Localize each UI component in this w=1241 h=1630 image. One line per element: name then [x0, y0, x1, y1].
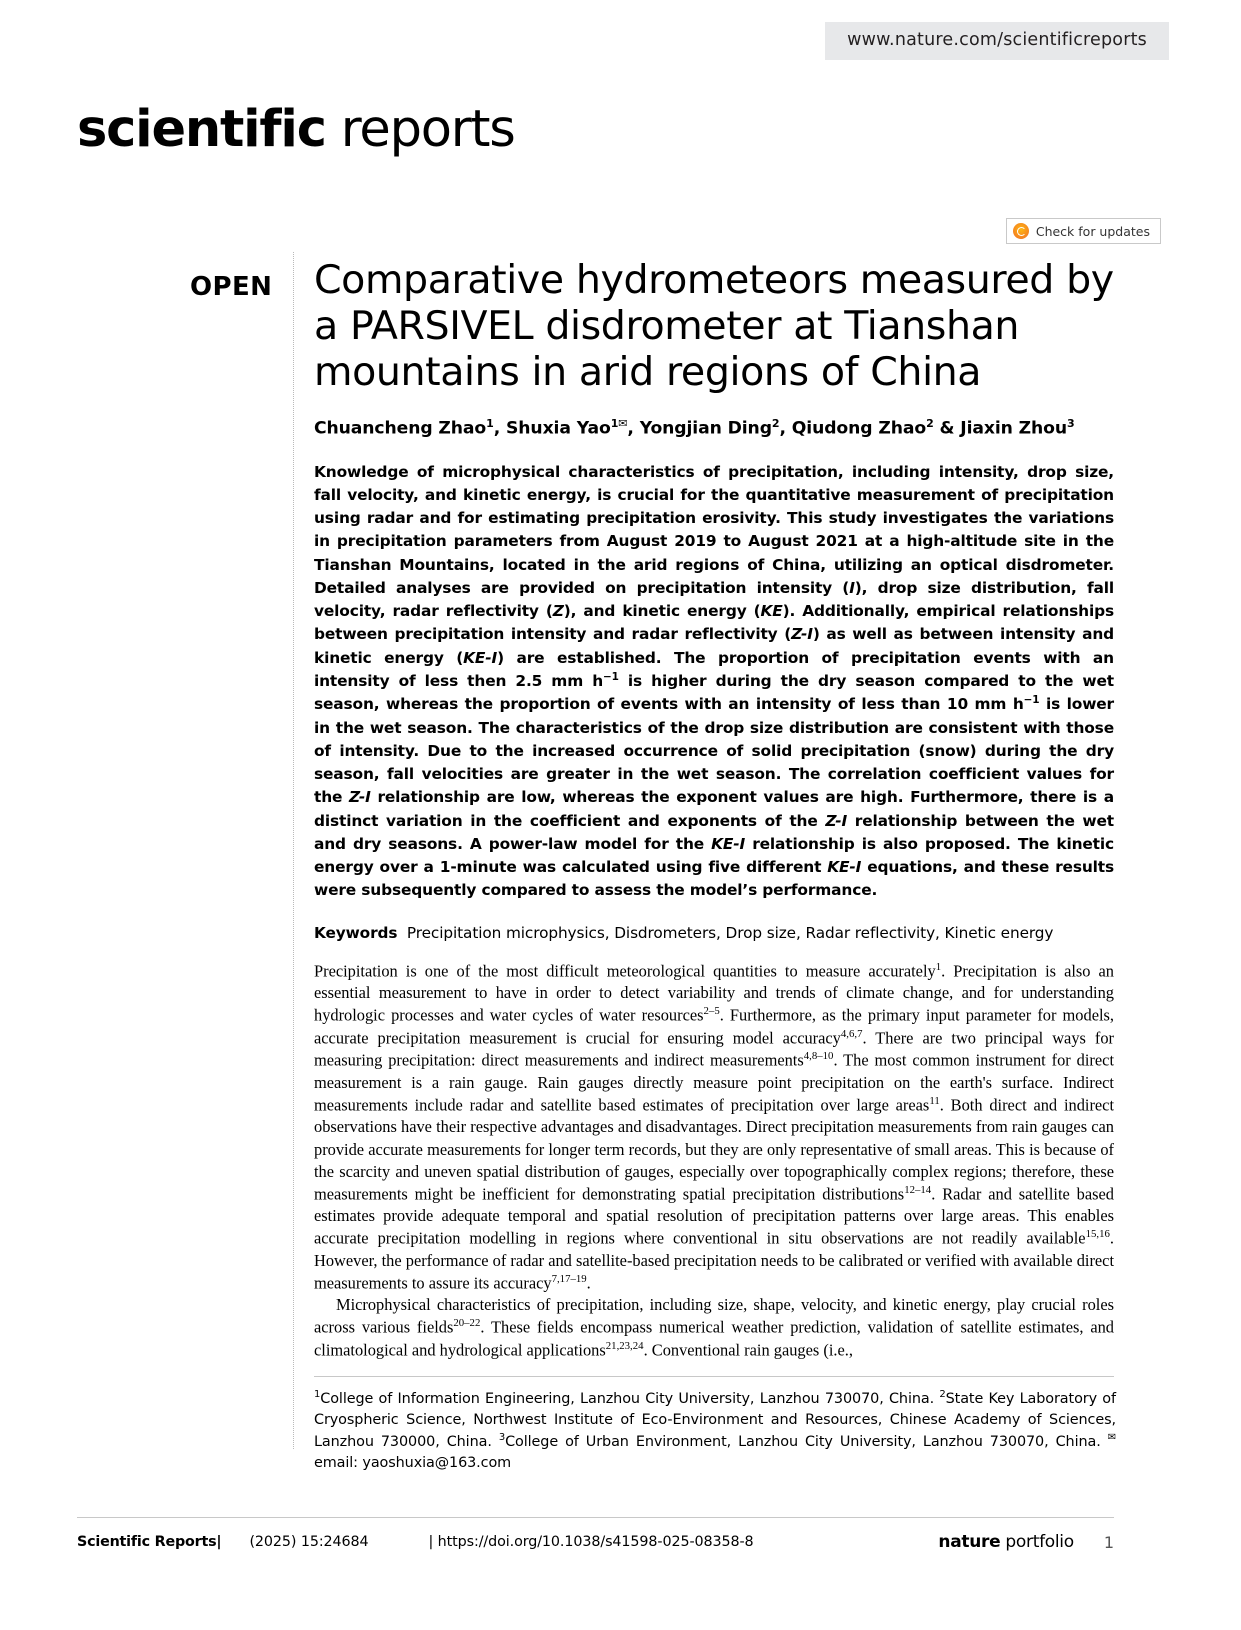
keywords-label: Keywords: [314, 923, 398, 942]
publisher-brand: [938, 1532, 1073, 1552]
page-footer: [77, 1527, 1114, 1557]
footnote-divider: [314, 1376, 1114, 1377]
footer-volume: (2025) 15:24684: [249, 1534, 369, 1550]
journal-logo-light: reports: [325, 100, 515, 159]
publisher-brand-bold: nature: [938, 1532, 1001, 1552]
keywords-text: Precipitation microphysics, Disdrometers, Drop size, Radar reflectivity, Kinetic energy: [406, 923, 1054, 942]
footer-journal-name: Scientific Reports|: [77, 1534, 222, 1550]
body-paragraph-2: Microphysical characteristics of precipitation, including size, shape, velocity, and kinetic energy, play crucial roles across various fields$^{20-22}$. These fields encompass numerical weather prediction, validation of satellite estimates, and climatological and hydrological applications$^{21,23,24}$. Conventional rain gauges (i.e.,: [314, 1295, 1114, 1360]
crossmark-icon: [1013, 223, 1029, 239]
page-title: Comparative hydrometeors measured by a PARSIVEL disdrometer at Tianshan mountains in arid regions of China: [314, 257, 1114, 395]
body-paragraph-1: Precipitation is one of the most difficult meteorological quantities to measure accurately$^1$. Precipitation is also an essential measurement to have in order to detect variability and trends of climate change, and for understanding hydrologic processes and water cycles of water resources$^{2-5}$. Furthermore, as the primary input parameter for models, accurate precipitation measurement is crucial for ensuring model accuracy$^{4,6,7}$. There are two principal ways for measuring precipitation: direct measurements and indirect measurements$^{4,8-10}$. The most common instrument for direct measurement is a rain gauge. Rain gauges directly measure point precipitation on the earth's surface. Indirect measurements include radar and satellite based estimates of precipitation over large areas$^{11}$. Both direct and indirect observations have their respective advantages and disadvantages. Direct precipitation measurements from rain gauges can provide accurate measurements for longer term records, but they are only representative of small areas. This is because of the scarcity and uneven spatial distribution of gauges, especially over topographically complex regions; therefore, these measurements might be inefficient for demonstrating spatial precipitation distributions$^{12-14}$. Radar and satellite based estimates provide adequate temporal and spatial resolution of precipitation patterns over large areas. This enables accurate precipitation modelling in regions where conventional in situ observations are not readily available$^{15,16}$. However, the performance of radar and satellite-based precipitation needs to be calibrated or verified with available direct measurements to assure its accuracy$^{7,17-19}$.: [314, 960, 1115, 1293]
journal-logo: [77, 100, 515, 159]
keywords: [314, 922, 1114, 944]
article-content: [314, 258, 1114, 1362]
journal-url: www.nature.com/scientificreports: [825, 22, 1169, 60]
check-for-updates-badge[interactable]: [1006, 218, 1161, 244]
affiliations: $^1$College of Information Engineering, Lanzhou City University, Lanzhou 730070, China. $^2$State Key Laboratory of Cryospheric Science, Northwest Institute of Eco-Environment and Resources, Chinese Academy of Sciences, Lanzhou 730000, China. $^3$College of Urban Environment, Lanzhou City University, Lanzhou 730070, China. ✉email: yaoshuxia@163.com: [314, 1389, 1116, 1471]
footer-doi[interactable]: | https://doi.org/10.1038/s41598-025-08358-8: [428, 1534, 754, 1550]
publisher-brand-light: portfolio: [1000, 1532, 1074, 1552]
abstract: Knowledge of microphysical characteristics of precipitation, including intensity, drop size, fall velocity, and kinetic energy, is crucial for the quantitative measurement of precipitation using radar and for estimating precipitation erosivity. This study investigates the variations in precipitation parameters from August 2019 to August 2021 at a high-altitude site in the Tianshan Mountains, located in the arid regions of China, utilizing an optical disdrometer. Detailed analyses are provided on precipitation intensity (I), drop size distribution, fall velocity, radar reflectivity (Z), and kinetic energy (KE). Additionally, empirical relationships between precipitation intensity and radar reflectivity (Z-I) as well as between intensity and kinetic energy (KE-I) are established. The proportion of precipitation events with an intensity of less then 2.5 mm $h^{-1}$ is higher during the dry season compared to the wet season, whereas the proportion of events with an intensity of less than 10 mm $h^{-1}$ is lower in the wet season. The characteristics of the drop size distribution are consistent with those of intensity. Due to the increased occurrence of solid precipitation (snow) during the dry season, fall velocities are greater in the wet season. The correlation coefficient values for the Z-I relationship are low, whereas the exponent values are high. Furthermore, there is a distinct variation in the coefficient and exponents of the Z-I relationship between the wet and dry seasons. A power-law model for the KE-I relationship is also proposed. The kinetic energy over a 1-minute was calculated using five different KE-I equations, and these results were subsequently compared to assess the model’s performance.: [314, 462, 1114, 900]
vertical-divider: [293, 252, 294, 1449]
open-access-label: OPEN: [190, 272, 273, 302]
page-number: 1: [1103, 1532, 1114, 1552]
author-list: Chuancheng Zhao$^1$, Shuxia Yao$^{1✉}$, Yongjian Ding$^2$, Qiudong Zhao$^2$ & Jiaxin Zhou$^3$: [314, 417, 1075, 440]
footer-divider: [77, 1517, 1114, 1518]
body-text: [314, 960, 1114, 1362]
journal-logo-bold: scientific: [77, 100, 326, 159]
check-for-updates-label: Check for updates: [1035, 223, 1150, 239]
